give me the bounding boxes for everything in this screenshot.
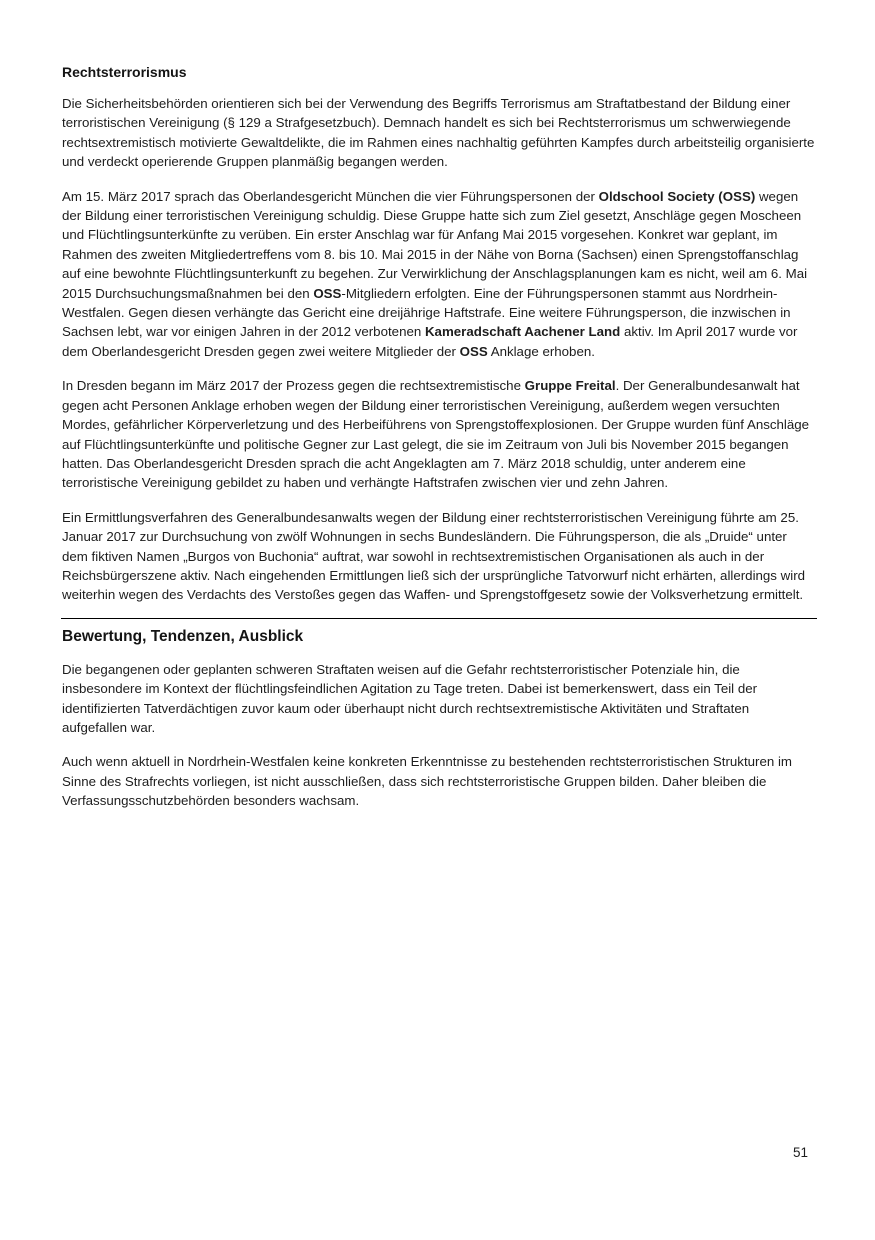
text-run: . Der Generalbundesanwalt hat gegen acht Personen Anklage erhoben wegen der Bildung einer terroristischen Vereinigung, außerdem wegen versuchten Mordes, gefährlicher Körperverletzung und des Herbeiführens von Sprengstoffexplosionen. Der Gruppe wurden fünf Anschläge auf Flüchtlingsunterkünfte und politische Gegner zur Last gelegt, die sie im Zeitraum von Juli bis November 2015 begangen hatten. Das Oberlandesgericht Dresden sprach die acht Angeklagten am 7. März 2018 schuldig, unter anderem eine terroristische Vereinigung gebildet zu haben und verhängte Haftstrafen zwischen vier und zehn Jahren. — [62, 378, 810, 491]
text-run: Anklage erhoben. — [487, 343, 595, 359]
paragraph — [62, 660, 816, 738]
paragraph — [62, 94, 816, 172]
bold-term: OSS — [313, 285, 342, 301]
text-run: In Dresden begann im März 2017 der Prozess gegen die rechtsextremistische — [62, 378, 525, 394]
text-run: wegen der Bildung einer terroristischen Vereinigung schuldig. Diese Gruppe hatte sich zum Ziel gesetzt, Anschläge gegen Moscheen und Flüchtlingsunterkünfte zu verüben. Ein erster Anschlag war für Anfang Mai 2015 vorgesehen. Konkret war geplant, im Rahmen des zweiten Mitgliedertreffens vom 8. bis 10. Mai 2015 in der Nähe von Borna (Sachsen) einen Sprengstoffanschlag auf eine bewohnte Flüchtlingsunterkunft zu begehen. Zur Verwirklichung der Anschlagsplanungen kam es nicht, weil am 6. Mai 2015 Durchsuchungsmaßnahmen bei den — [62, 188, 808, 301]
text-run: -Mitgliedern erfolgten. Eine der Führungspersonen stammt aus Nordrhein-Westfalen. Gegen diesen verhängte das Gericht eine dreijährige Haftstrafe. Eine weitere Führungsperson, die inzwischen in Sachsen lebt, war vor einigen Jahren in der 2012 verbotenen — [62, 285, 791, 340]
paragraph — [62, 508, 816, 605]
paragraph — [62, 752, 816, 810]
page-content — [62, 64, 816, 811]
section-bewertung — [62, 627, 816, 811]
text-run: Die begangenen oder geplanten schweren Straftaten weisen auf die Gefahr rechtsterroristischer Potenziale hin, die insbesondere im Kontext der flüchtlingsfeindlichen Agitation zu Tage treten. Dabei ist bemerkenswert, dass ein Teil der identifizierten Tatverdächtigen zuvor kaum oder überhaupt nicht durch rechtsextremistische Aktivitäten und Straftaten aufgefallen war. — [62, 661, 758, 735]
text-run: aktiv. Im April 2017 wurde vor dem Oberlandesgericht Dresden gegen zwei weitere Mitglieder der — [62, 324, 798, 359]
text-run: Die Sicherheitsbehörden orientieren sich bei der Verwendung des Begriffs Terrorismus am Straftatbestand der Bildung einer terroristischen Vereinigung (§ 129 a Strafgesetzbuch). Demnach handelt es sich bei Rechtsterrorismus um schwerwiegende rechtsextremistisch motivierte Gewaltdelikte, die im Rahmen eines nachhaltig geführten Kampfes durch arbeitsteilig organisierte und verdeckt operierende Gruppen planmäßig begangen werden. — [62, 96, 815, 170]
section-heading-bewertung: Bewertung, Tendenzen, Ausblick — [62, 627, 304, 645]
text-run: Am 15. März 2017 sprach das Oberlandesgericht München die vier Führungspersonen der — [62, 188, 599, 204]
bold-term: Kameradschaft Aachener Land — [424, 324, 621, 340]
text-run: Auch wenn aktuell in Nordrhein-Westfalen keine konkreten Erkenntnisse zu bestehenden rechtsterroristischen Strukturen im Sinne des Strafrechts vorliegen, ist nicht ausschließen, dass sich rechtsterroristische Gruppen bilden. Daher bleiben die Verfassungsschutzbehörden besonders wachsam. — [62, 754, 792, 809]
section-rechtsterrorismus — [62, 64, 816, 605]
bold-term: OSS — [459, 343, 488, 359]
section-divider — [61, 618, 817, 619]
section-body-bewertung — [62, 660, 816, 811]
bold-term: Oldschool Society (OSS) — [598, 188, 756, 204]
section-body-rechtsterrorismus — [62, 94, 816, 605]
paragraph — [62, 187, 816, 362]
page-number: 51 — [792, 1145, 808, 1160]
paragraph — [62, 376, 816, 492]
text-run: Ein Ermittlungsverfahren des Generalbundesanwalts wegen der Bildung einer rechtsterroristischen Vereinigung führte am 25. Januar 2017 zur Durchsuchung von zwölf Wohnungen in sechs Bundesländern. Die Führungsperson, die als „Druide“ unter dem fiktiven Namen „Burgos von Buchonia“ auftrat, war sowohl in rechtsextremistischen Organisationen als auch in der Reichsbürgerszene aktiv. Nach eingehenden Ermittlungen ließ sich der ursprüngliche Tatvorwurf nicht erhärten, allerdings wird weiterhin wegen des Verdachts des Verstoßes gegen das Waffen- und Sprengstoffgesetz sowie der Volksverhetzung ermittelt. — [62, 509, 806, 603]
bold-term: Gruppe Freital — [524, 378, 616, 394]
section-heading-rechtsterrorismus: Rechtsterrorismus — [62, 64, 187, 80]
